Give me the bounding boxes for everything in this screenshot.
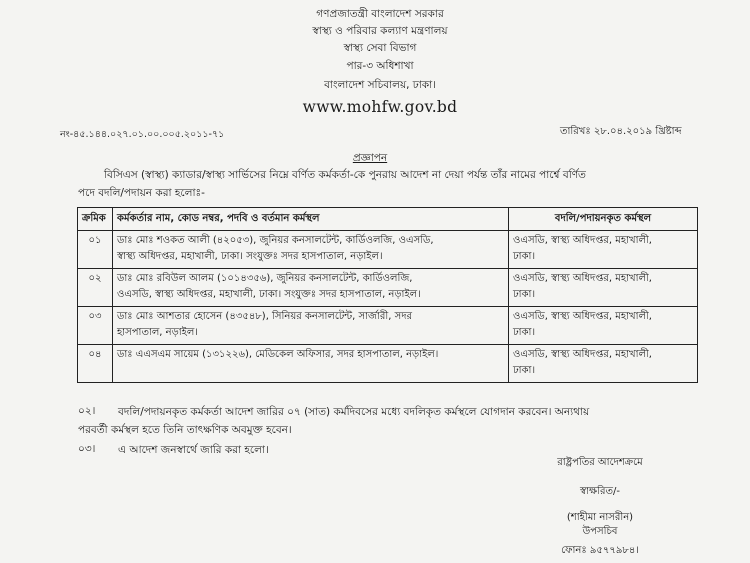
table-row — [78, 269, 698, 307]
para-2-number: ০২। — [78, 405, 96, 417]
transfer-table — [77, 207, 698, 383]
table-row — [78, 307, 698, 345]
posting-line: ঢাকা। — [513, 251, 536, 262]
website-link[interactable]: www.mohfw.gov.bd — [302, 98, 458, 116]
table-row — [78, 345, 698, 383]
posting-line: ঢাকা। — [513, 289, 536, 300]
row-official — [113, 345, 509, 383]
row-posting — [509, 307, 698, 345]
intro-line-2: পদে বদলি/পদায়ন করা হলোঃ- — [78, 187, 205, 199]
official-line: স্বাস্থ্য অধিদপ্তর, মহাখালী, ঢাকা। সংযুক্তঃ সদর হাসপাতাল, নড়াইল। — [117, 251, 383, 262]
signatory-phone: ফোনঃ ৯৫৭৭৯৮৪। — [561, 545, 639, 556]
posting-line: ঢাকা। — [513, 365, 536, 376]
document-title: প্রজ্ঞাপন — [352, 152, 388, 164]
issue-date: তারিখঃ ২৮.০৪.২০১৯ খ্রিষ্টাব্দ — [560, 126, 682, 137]
row-official — [113, 269, 509, 307]
row-official — [113, 307, 509, 345]
table-header-row — [78, 208, 698, 231]
signatory-name: (শাহীমা নাসরীন) — [566, 512, 634, 523]
posting-line: ওএসডি, স্বাস্থ্য অধিদপ্তর, মহাখালী, — [513, 235, 652, 246]
row-serial: ০৪ — [78, 345, 113, 383]
para-3-number: ০৩। — [78, 443, 96, 455]
posting-line: ওএসডি, স্বাস্থ্য অধিদপ্তর, মহাখালী, — [513, 349, 652, 360]
para-2-line-2: পরবর্তী কর্মস্থল হতে তিনি তাৎক্ষণিক অবমুক্ত হবেন। — [78, 424, 292, 436]
division-name: স্বাস্থ্য সেবা বিভাগ — [343, 42, 417, 54]
official-line: ওএসডি, স্বাস্থ্য অধিদপ্তর, মহাখালী, ঢাকা। সংযুক্তঃ সদর হাসপাতাল, নড়াইল। — [117, 289, 421, 300]
posting-line: ওএসডি, স্বাস্থ্য অধিদপ্তর, মহাখালী, — [513, 311, 652, 322]
signatory-designation: উপসচিব — [582, 526, 618, 537]
posting-line: ওএসডি, স্বাস্থ্য অধিদপ্তর, মহাখালী, — [513, 273, 652, 284]
col-header-official: কর্মকর্তার নাম, কোড নম্বর, পদবি ও বর্তমান কর্মস্থল — [113, 208, 509, 231]
row-serial: ০১ — [78, 231, 113, 269]
govt-name: গণপ্রজাতন্ত্রী বাংলাদেশ সরকার — [316, 8, 444, 20]
official-line: ডাঃ এএসএম সায়েম (১৩১২২৬), মেডিকেল অফিসার, সদর হাসপাতাল, নড়াইল। — [117, 349, 439, 360]
official-line: হাসপাতাল, নড়াইল। — [117, 327, 198, 338]
table-row — [78, 231, 698, 269]
intro-line-1: বিসিএস (স্বাস্থ্য) ক্যাডার/স্বাস্থ্য সার্ভিসের নিম্নে বর্ণিত কর্মকর্তা-কে পুনরায় আদেশ না দেয়া পর্যন্ত তাঁর নামের পার্শ্বে বর্ণিত — [104, 169, 586, 181]
signed-text: স্বাক্ষরিত/- — [580, 486, 620, 497]
para-2-line-1: বদলি/পদায়নকৃত কর্মকর্তা আদেশ জারির ০৭ (সাত) কর্মদিবসের মধ্যে বদলিকৃত কর্মস্থলে যোগদান করবেন। অন্যথায় — [118, 406, 590, 418]
order-authority: রাষ্ট্রপতির আদেশক্রমে — [557, 457, 643, 468]
row-posting — [509, 269, 698, 307]
para-3-line-1: এ আদেশ জনস্বার্থে জারি করা হলো। — [118, 444, 269, 456]
ministry-name: স্বাস্থ্য ও পরিবার কল্যাণ মন্ত্রণালয় — [312, 25, 448, 37]
memo-number: নং-৪৫.১৪৪.০২৭.০১.০০.০০৫.২০১১-৭১ — [60, 129, 225, 140]
row-serial: ০৩ — [78, 307, 113, 345]
official-line: ডাঃ মোঃ শওকত আলী (৪২০৫৩), জুনিয়র কনসালটেন্ট, কার্ডিওলজি, ওএসডি, — [117, 235, 434, 246]
row-official — [113, 231, 509, 269]
official-line: ডাঃ মোঃ আশতার হোসেন (৪৩৫৪৮), সিনিয়র কনসালটেন্ট, সার্জারী, সদর — [117, 311, 412, 322]
secretariat-address: বাংলাদেশ সচিবালয়, ঢাকা। — [324, 79, 436, 91]
col-header-serial: ক্রমিক — [78, 208, 113, 231]
col-header-posting: বদলি/পদায়নকৃত কর্মস্থল — [509, 208, 698, 231]
row-posting — [509, 345, 698, 383]
row-serial: ০২ — [78, 269, 113, 307]
posting-line: ঢাকা। — [513, 327, 536, 338]
row-posting — [509, 231, 698, 269]
branch-name: পার-৩ অধিশাখা — [346, 60, 414, 72]
official-line: ডাঃ মোঃ রবিউল আলম (১০১৪৩৫৬), জুনিয়র কনসালটেন্ট, কার্ডিওলজি, — [117, 273, 413, 284]
